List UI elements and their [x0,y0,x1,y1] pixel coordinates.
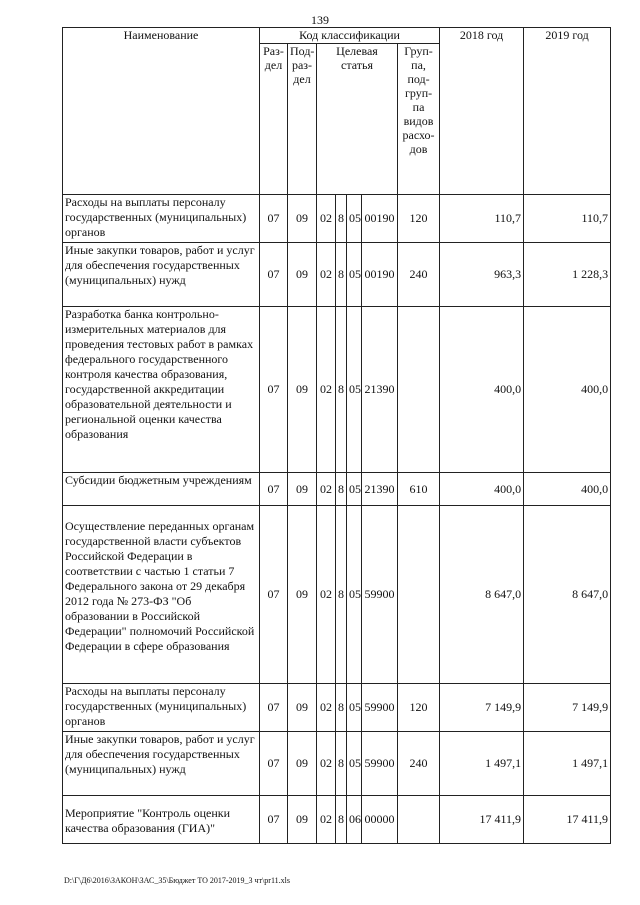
row-amount-2019: 1 228,3 [524,243,611,307]
row-amount-2018: 8 647,0 [440,506,524,684]
header-expense-group: Груп- па, под- груп- па видов расхо- дов [398,44,440,195]
row-expense-type: 120 [398,684,440,732]
header-target-item: Целевая статья [317,44,398,195]
row-podrazdel: 09 [288,307,317,473]
row-expense-type: 120 [398,195,440,243]
row-target-code: 59900 [362,732,398,796]
row-razdel: 07 [260,732,288,796]
row-podrazdel: 09 [288,243,317,307]
budget-table [62,27,611,844]
header-year-2019: 2019 год [524,28,611,195]
table-row [63,732,611,796]
row-target-program: 02 [317,796,336,844]
row-amount-2018: 963,3 [440,243,524,307]
row-name: Иные закупки товаров, работ и услуг для обеспечения государственных (муниципальных) нужд [63,243,260,307]
row-name: Мероприятие "Контроль оценки качества образования (ГИА)" [63,796,260,844]
row-target-event: 05 [347,195,362,243]
row-expense-type [398,796,440,844]
row-razdel: 07 [260,307,288,473]
row-razdel: 07 [260,243,288,307]
row-podrazdel: 09 [288,195,317,243]
row-name: Разработка банка контрольно-измерительных материалов для проведения тестовых работ в рамках федерального государственного контроля качества образования, государственной аккредитации образовательной деятельности и региональной оценки качества образования [63,307,260,473]
row-target-subprogram: 8 [336,732,347,796]
row-target-event: 05 [347,732,362,796]
row-target-subprogram: 8 [336,195,347,243]
row-name: Субсидии бюджетным учреждениям [63,473,260,506]
row-target-event: 05 [347,243,362,307]
row-target-code: 00000 [362,796,398,844]
table-row [63,506,611,684]
row-name: Расходы на выплаты персоналу государственных (муниципальных) органов [63,195,260,243]
header-year-2018: 2018 год [440,28,524,195]
row-target-event: 05 [347,473,362,506]
row-amount-2019: 8 647,0 [524,506,611,684]
row-target-subprogram: 8 [336,684,347,732]
row-target-code: 21390 [362,473,398,506]
row-amount-2019: 110,7 [524,195,611,243]
row-target-program: 02 [317,684,336,732]
row-amount-2018: 7 149,9 [440,684,524,732]
header-section: Раз- дел [260,44,288,195]
row-target-subprogram: 8 [336,796,347,844]
row-target-code: 00190 [362,195,398,243]
row-razdel: 07 [260,796,288,844]
row-razdel: 07 [260,473,288,506]
row-amount-2018: 400,0 [440,307,524,473]
row-razdel: 07 [260,195,288,243]
row-podrazdel: 09 [288,732,317,796]
row-name: Иные закупки товаров, работ и услуг для обеспечения государственных (муниципальных) нужд [63,732,260,796]
row-amount-2019: 1 497,1 [524,732,611,796]
row-name: Осуществление переданных органам государственной власти субъектов Российской Федерации в соответствии с частью 1 статьи 7 Федерального закона от 29 декабря 2012 года № 273-ФЗ "Об образовании в Российской Федерации" полномочий Российской Федерации в сфере образования [63,506,260,684]
row-expense-type: 240 [398,732,440,796]
row-target-code: 59900 [362,506,398,684]
row-target-event: 05 [347,506,362,684]
row-target-event: 06 [347,796,362,844]
row-target-code: 00190 [362,243,398,307]
table-row [63,473,611,506]
row-target-program: 02 [317,243,336,307]
row-target-subprogram: 8 [336,473,347,506]
row-amount-2018: 17 411,9 [440,796,524,844]
table-row [63,796,611,844]
file-path-footer: D:\Г\Д6\2016\ЗАКОН\ЗАС_35\Бюджет ТО 2017-2019_3 чт\pr11.xls [64,876,290,885]
row-amount-2019: 400,0 [524,473,611,506]
row-podrazdel: 09 [288,506,317,684]
row-target-code: 21390 [362,307,398,473]
header-row-top [63,28,611,44]
row-expense-type: 610 [398,473,440,506]
row-target-program: 02 [317,307,336,473]
row-target-program: 02 [317,473,336,506]
row-target-program: 02 [317,506,336,684]
row-target-subprogram: 8 [336,506,347,684]
table-row [63,195,611,243]
row-razdel: 07 [260,506,288,684]
row-target-code: 59900 [362,684,398,732]
row-amount-2018: 400,0 [440,473,524,506]
header-classification: Код классификации [260,28,440,44]
table-row [63,307,611,473]
row-expense-type: 240 [398,243,440,307]
row-expense-type [398,307,440,473]
row-razdel: 07 [260,684,288,732]
header-subsection: Под- раз- дел [288,44,317,195]
row-amount-2019: 400,0 [524,307,611,473]
page-number: 139 [311,13,329,27]
row-amount-2018: 1 497,1 [440,732,524,796]
row-target-event: 05 [347,684,362,732]
row-podrazdel: 09 [288,473,317,506]
row-target-program: 02 [317,195,336,243]
row-name: Расходы на выплаты персоналу государственных (муниципальных) органов [63,684,260,732]
row-target-subprogram: 8 [336,307,347,473]
table-row [63,243,611,307]
row-podrazdel: 09 [288,796,317,844]
row-target-subprogram: 8 [336,243,347,307]
row-target-event: 05 [347,307,362,473]
row-amount-2019: 7 149,9 [524,684,611,732]
table-row [63,684,611,732]
row-target-program: 02 [317,732,336,796]
header-name: Наименование [63,28,260,195]
row-podrazdel: 09 [288,684,317,732]
row-expense-type [398,506,440,684]
row-amount-2018: 110,7 [440,195,524,243]
row-amount-2019: 17 411,9 [524,796,611,844]
